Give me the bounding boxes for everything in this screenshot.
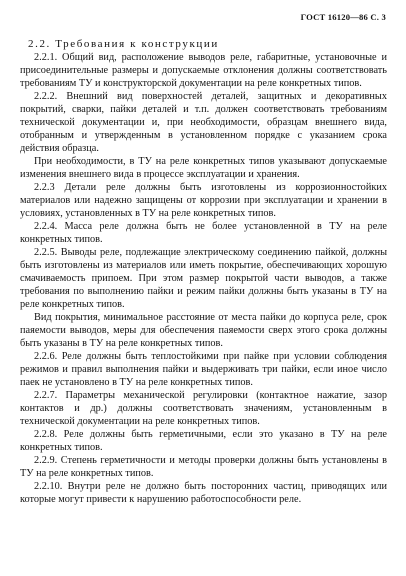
paragraph-2-2-5: 2.2.5. Выводы реле, подлежащие электрическому соединению пайкой, должны быть изготовлены из материалов или иметь покрытие, обеспечивающих хорошую смачиваемость припоем. При этом размер покрытой части выводов, а также требования по выполнению пайки и режим пайки должны быть указаны в ТУ на реле конкретных типов. — [20, 247, 387, 310]
paragraph-2-2-8: 2.2.8. Реле должны быть герметичными, если это указано в ТУ на реле конкретных типов. — [20, 429, 387, 453]
paragraph-appearance-changes: При необходимости, в ТУ на реле конкретных типов указывают допускаемые изменения внешнего вида в процессе эксплуатации и хранения. — [20, 156, 387, 180]
paragraph-2-2-2: 2.2.2. Внешний вид поверхностей деталей, защитных и декоративных покрытий, сварки, пайки деталей и т.п. должен соответствовать требованиям технической документации и, при необходимости, образцам внешнего вида, отобранным и утвержденным в установленном порядке с указанием срока действия образца. — [20, 91, 387, 154]
paragraph-2-2-4: 2.2.4. Масса реле должна быть не более установленной в ТУ на реле конкретных типов. — [20, 221, 387, 245]
page-header: ГОСТ 16120—86 С. 3 — [300, 12, 386, 22]
paragraph-2-2-9: 2.2.9. Степень герметичности и методы проверки должны быть установлены в ТУ на реле конкретных типов. — [20, 455, 387, 479]
document-body — [20, 38, 387, 506]
paragraph-2-2-7: 2.2.7. Параметры механической регулировки (контактное нажатие, зазор контактов и др.) должны соответствовать значениям, установленным в технической документации на реле конкретных типов. — [20, 390, 387, 427]
paragraph-2-2-6: 2.2.6. Реле должны быть теплостойкими при пайке при условии соблюдения режимов и правил выполнения пайки и выдерживать три пайки, если иное число паек не установлено в ТУ на реле конкретных типов. — [20, 351, 387, 388]
paragraph-coating-type: Вид покрытия, минимальное расстояние от места пайки до корпуса реле, срок паяемости выводов, меры для обеспечения паяемости сверх этого срока должны быть указаны в ТУ на реле конкретных типов. — [20, 312, 387, 349]
paragraph-2-2-1: 2.2.1. Общий вид, расположение выводов реле, габаритные, установочные и присоединительные размеры и допускаемые отклонения должны соответствовать требованиям ТУ и конструкторской документации на реле конкретных типов. — [20, 52, 387, 89]
section-heading: 2.2. Требования к конструкции — [28, 38, 219, 50]
paragraph-2-2-3: 2.2.3 Детали реле должны быть изготовлены из коррозионностойких материалов или надежно защищены от коррозии при эксплуатации и хранении в условиях, установленных в ТУ на реле конкретных типов. — [20, 182, 387, 219]
paragraph-2-2-10: 2.2.10. Внутри реле не должно быть посторонних частиц, приводящих или которые могут привести к нарушению работоспособности реле. — [20, 481, 387, 505]
